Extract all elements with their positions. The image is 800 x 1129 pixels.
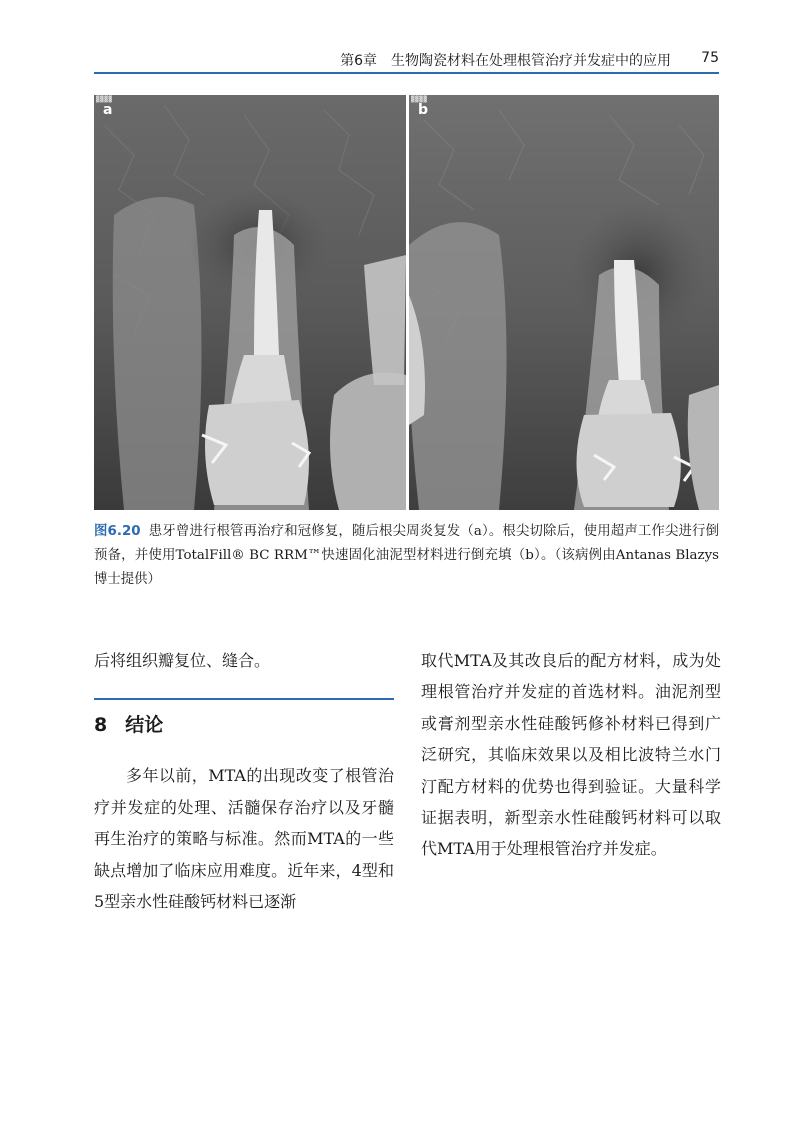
section-number: 8 [94,714,108,737]
xray-panel-a [94,95,406,510]
section-heading [94,710,394,740]
figure-caption [94,520,719,592]
caption-text: 患牙曾进行根管再治疗和冠修复，随后根尖周炎复发（a）。根尖切除后，使用超声工作尖进行倒预备，并使用TotalFill® BC RRM™快速固化油泥型材料进行倒充填（b）。（该病例由Antanas Blazys博士提供） [94,524,719,587]
xray-panel-b [409,95,719,510]
image-stamp: ▓▓▓▓ [96,96,113,103]
panel-label-b: b [418,102,429,118]
panel-label-a: a [103,102,113,118]
body-paragraph-continued: 取代MTA及其改良后的配方材料，成为处理根管治疗并发症的首选材料。油泥剂型或膏剂型亲水性硅酸钙修补材料已得到广泛研究，其临床效果以及相比波特兰水门汀配方材料的优势也得到验证。大量科学证据表明，新型亲水性硅酸钙材料可以取代MTA用于处理根管治疗并发症。 [421,651,721,859]
figure-6-20 [94,95,719,510]
intro-paragraph: 后将组织瓣复位、缝合。 [94,651,271,670]
figure-number: 图6.20 [94,524,141,539]
right-column [421,645,721,865]
section-divider [94,698,394,700]
chapter-title: 第6章 生物陶瓷材料在处理根管治疗并发症中的应用 [340,53,671,69]
xray-image-b [409,95,719,510]
page-number: 75 [701,50,719,66]
image-stamp: ▓▓▓▓ [411,96,428,103]
running-header [94,48,719,74]
body-paragraph: 多年以前，MTA的出现改变了根管治疗并发症的处理、活髓保存治疗以及牙髓再生治疗的策略与标准。然而MTA的一些缺点增加了临床应用难度。近年来，4型和5型亲水性硅酸钙材料已逐渐 [94,766,394,912]
section-title: 结论 [125,714,164,737]
left-column [94,645,394,917]
xray-image-a [94,95,406,510]
